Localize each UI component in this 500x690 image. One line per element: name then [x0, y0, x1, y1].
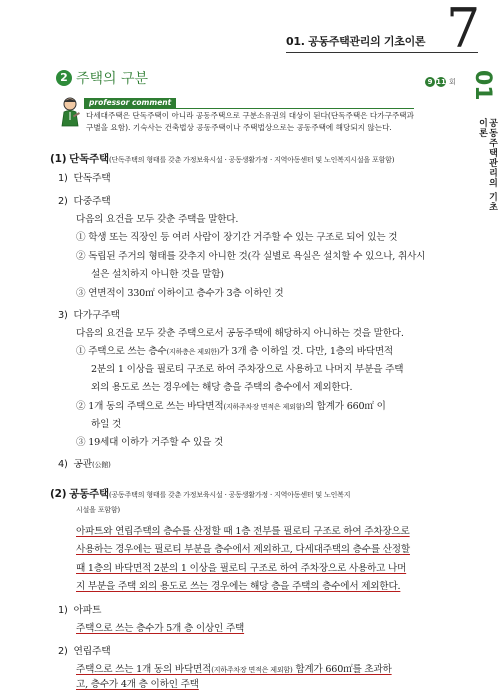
definition: [76, 661, 392, 675]
sub-label: 1): [58, 173, 68, 184]
sub-title: 다중주택: [73, 196, 111, 207]
exam-round-badge: 11: [436, 78, 446, 86]
text-note: (지하층은 제외한): [166, 348, 220, 356]
requirement-continuation: 설은 설치하지 아니한 것을 말함): [91, 269, 224, 280]
requirement: ③ 19세대 이하가 거주할 수 있을 것: [76, 437, 224, 448]
item-title: 단독주택: [69, 153, 109, 165]
paragraph: 다음의 요건을 모두 갖춘 주택을 말한다.: [76, 214, 239, 225]
professor-comment-line: 구별을 요함). 기숙사는 건축법상 공동주택이나 주택법상으로는 공동주택에 해당되지 않는다.: [86, 122, 392, 132]
requirement: [76, 343, 393, 357]
requirement: ② 독립된 주거의 형태를 갖추지 아니한 것(각 실별로 욕실은 설치할 수 있으나, 취사시: [76, 251, 426, 262]
sub-label: 4): [58, 459, 68, 470]
subheading-apartment: [58, 602, 101, 616]
subheading-multiplex: [58, 193, 111, 207]
side-tab-text: 공동주택관리의 기초이론: [477, 118, 497, 213]
professor-comment-label: professor comment: [84, 98, 176, 108]
heading-apartment-housing: [50, 486, 350, 501]
text-run: 의 합계가 660㎡ 이: [304, 401, 386, 412]
chapter-number: 7: [446, 0, 481, 60]
sub-title: 단독주택: [73, 173, 111, 184]
paragraph-line: 지 부분을 주택 외의 용도로 쓰는 경우에는 해당 층을 주택의 층수에서 제외한다.: [76, 581, 401, 592]
requirement-continuation: 하일 것: [91, 419, 122, 430]
item-note-continuation: 시설을 포함함): [76, 506, 120, 514]
definition: 주택으로 쓰는 층수가 5개 층 이상인 주택: [76, 623, 245, 634]
exam-round-badge: 9: [425, 77, 435, 87]
heading-detached-house: [50, 151, 394, 166]
header-rule: [286, 52, 478, 53]
requirement: ③ 연면적이 330㎡ 이하이고 층수가 3층 이하인 것: [76, 288, 284, 299]
text-run: ① 주택으로 쓰는 층수: [76, 346, 167, 357]
section-title: 주택의 구분: [76, 71, 149, 87]
paragraph: 다음의 요건을 모두 갖춘 주택으로서 공동주택에 해당하지 아니하는 것을 말한다.: [76, 328, 404, 339]
subheading-row-house: [58, 643, 111, 657]
chapter-side-tab: [468, 66, 496, 216]
item-title: 공동주택: [69, 488, 109, 500]
item-note: (공동주택의 형태를 갖춘 가정보육시설 · 공동생활가정 · 지역아동센터 및 노인복지: [108, 491, 351, 499]
sub-label: 3): [58, 310, 68, 321]
subheading-single-house: [58, 170, 111, 184]
sub-title: 다가구주택: [73, 310, 120, 321]
paragraph-line: 때 1층의 바닥면적 2분의 1 이상을 필로티 구조로 하여 주차장으로 사용하고 나머: [76, 563, 407, 574]
sub-title: 아파트: [73, 605, 102, 616]
requirement-continuation: 외의 용도로 쓰는 경우에는 해당 층을 주택의 층수에서 제외한다.: [91, 382, 353, 393]
text-run: ② 1개 동의 주택으로 쓰는 바닥면적: [76, 401, 224, 412]
text-note: (지하주차장 면적은 제외함): [223, 403, 305, 411]
professor-comment-text: [86, 110, 424, 133]
side-tab-number: 01: [470, 70, 495, 101]
professor-comment-rule: [84, 108, 414, 109]
paragraph-line: 아파트와 연립주택의 층수를 산정할 때 1층 전부를 필로티 구조로 하여 주차장으로: [76, 526, 410, 537]
text-run: 가 3개 층 이하일 것. 다만, 1층의 바닥면적: [219, 346, 393, 357]
hanja-note: (公館): [92, 461, 111, 469]
exam-round-suffix: 회: [449, 78, 456, 86]
definition-continuation: 고, 층수가 4개 층 이하인 주택: [76, 679, 199, 690]
item-label: (2): [50, 488, 67, 500]
requirement-continuation: 2분의 1 이상을 필로티 구조로 하여 주차장으로 사용하고 나머지 부분을 주택: [91, 364, 404, 375]
subheading-official-residence: [58, 456, 111, 470]
subheading-multi-family: [58, 307, 120, 321]
item-label: (1): [50, 153, 67, 165]
text-run: 합계가 660㎡를 초과하: [292, 664, 392, 675]
text-note: (지하주차장 면적은 제외함): [211, 666, 293, 674]
sub-title: 공관: [73, 459, 93, 470]
professor-comment-line: 다세대주택은 단독주택이 아니라 공동주택으로 구분소유권의 대상이 된다(단독주택은 다가구주택과: [86, 111, 414, 120]
requirement: ① 학생 또는 직장인 등 여러 사람이 장기간 거주할 수 있는 구조로 되어 있는 것: [76, 232, 398, 243]
exam-rounds-badge: [425, 77, 456, 87]
sub-label: 1): [58, 605, 68, 616]
requirement: [76, 398, 386, 412]
item-note: (단독주택의 형태를 갖춘 가정보육시설 · 공동생활가정 · 지역아동센터 및 노인복지시설을 포함함): [108, 156, 395, 164]
sub-title: 연립주택: [73, 646, 111, 657]
professor-icon: [58, 96, 82, 130]
running-header-title: 01. 공동주택관리의 기초이론: [286, 35, 426, 48]
paragraph-line: 사용하는 경우에는 필로티 부분을 층수에서 제외하고, 다세대주택의 층수를 산정할: [76, 544, 410, 555]
text-run: 주택으로 쓰는 1개 동의 바닥면적: [76, 664, 212, 675]
sub-label: 2): [58, 196, 68, 207]
section-number-badge: 2: [56, 70, 72, 86]
sub-label: 2): [58, 646, 68, 657]
